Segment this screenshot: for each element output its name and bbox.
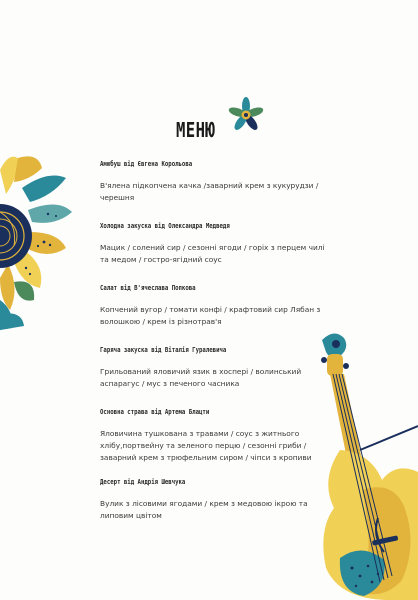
page-title: МЕНЮ xyxy=(176,118,216,142)
course-description: Грильований яловичий язик в хоспері / волинський аспарагус / мус з печеного часника xyxy=(100,367,302,388)
violin-illustration xyxy=(300,330,418,600)
course-title: Гаряча закуска від Віталія Гуралевича xyxy=(100,346,227,354)
course-title: Основна страва від Артема Блацти xyxy=(100,408,210,416)
course-title: Салат від В'ячеслава Попкова xyxy=(100,284,196,292)
menu-header xyxy=(0,110,418,150)
course-title: Десерт від Андрія Шевчука xyxy=(100,478,186,486)
flower-icon xyxy=(226,95,266,135)
course-title: Амюбуш від Євгена Корольова xyxy=(100,160,193,168)
course-description: Мацик / солений сир / сезонні ягоди / горіх з перцем чилі та медом / гостро-ягідний соус xyxy=(100,243,325,264)
course-description: Яловичина тушкована з травами / соус з житнього хлібу,портвейну та зеленого перцю / сезонні гриби / заварний крем з трюфельним сиром / чіпси з кропиви xyxy=(100,429,312,462)
course-description: Копчений вугор / томати конфі / крафтовий сир Лябан з волошкою / крем із різнотрав'я xyxy=(100,305,321,326)
sunflower-illustration xyxy=(0,150,80,330)
course-title: Холодна закуска від Олександра Медведя xyxy=(100,222,230,230)
course-description: Вулик з лісовими ягодами / крем з медовою ікрою та липовим цвітом xyxy=(100,499,308,520)
course-description: В'ялена підкопчена качка /заварний крем з кукурудзи / черешня xyxy=(100,181,319,202)
